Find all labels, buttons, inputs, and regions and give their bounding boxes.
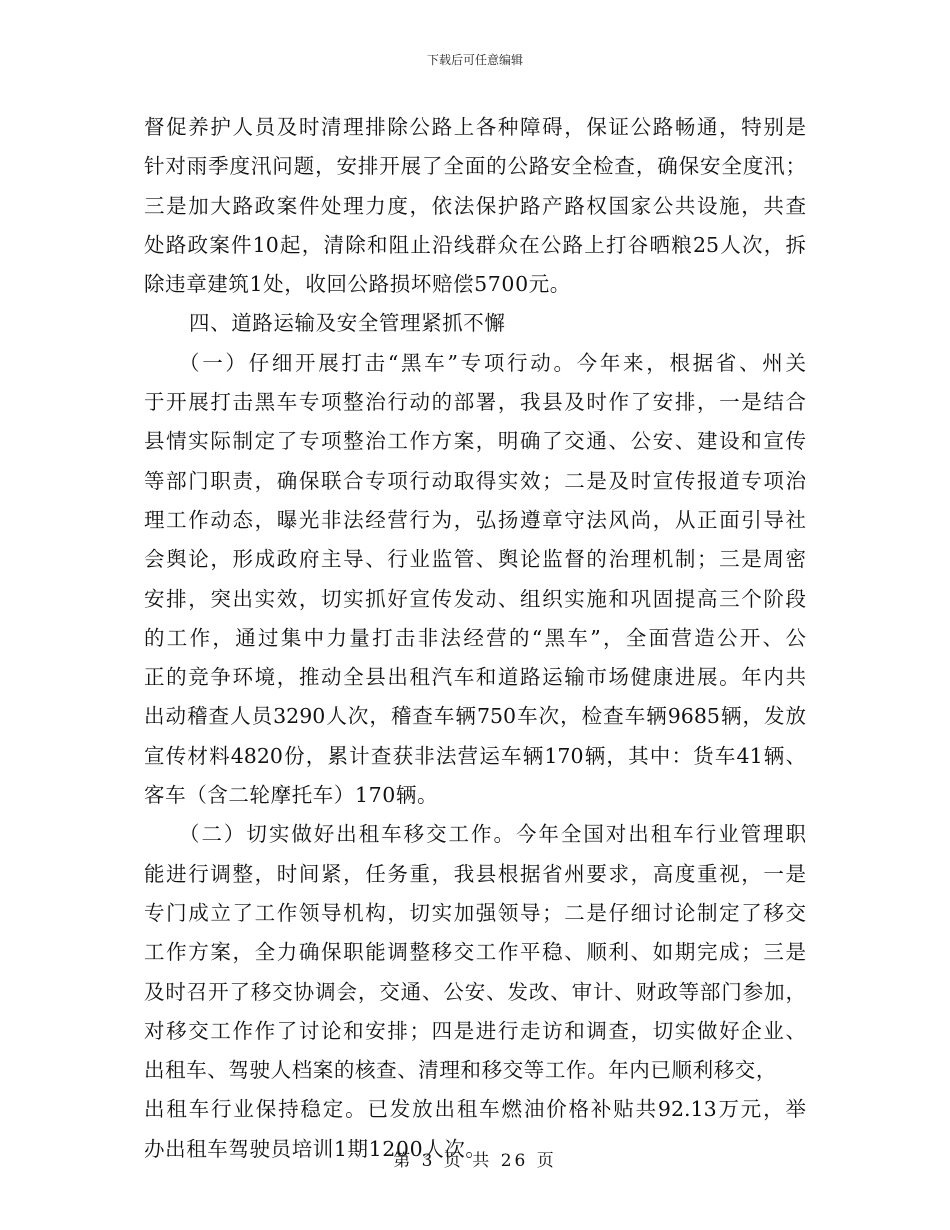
text-line: 等部门职责，确保联合专项行动取得实效；二是及时宣传报道专项治 (144, 468, 806, 493)
text-line: 三是加大路政案件处理力度，依法保护路产路权国家公共设施，共查 (144, 193, 806, 218)
page-header-note: 下载后可任意编辑 (426, 53, 523, 67)
text-line: 宣传材料4820份，累计查获非法营运车辆170辆，其中：货车41辆、 (144, 743, 806, 768)
text-line: 专门成立了工作领导机构，切实加强领导；二是仔细讨论制定了移交 (144, 900, 806, 925)
text-line: 的工作，通过集中力量打击非法经营的“黑车”，全面营造公开、公 (144, 625, 806, 650)
text-line: 对移交工作作了讨论和安排；四是进行走访和调查，切实做好企业、 (144, 1018, 806, 1043)
document-body (144, 108, 806, 1169)
text-line: 安排，突出实效，切实抓好宣传发动、组织实施和巩固提高三个阶段 (144, 586, 806, 611)
text-line: 能进行调整，时间紧，任务重，我县根据省州要求，高度重视，一是 (144, 861, 806, 886)
page-number-footer: 第 3 页 共 26 页 (393, 1151, 557, 1171)
text-line: 及时召开了移交协调会，交通、公安、发改、审计、财政等部门参加， (144, 979, 806, 1004)
text-line: 出动稽查人员3290人次，稽查车辆750车次，检查车辆9685辆，发放 (144, 704, 806, 729)
text-line: 除违章建筑1处，收回公路损坏赔偿5700元。 (144, 272, 571, 297)
text-line: 工作方案，全力确保职能调整移交工作平稳、顺利、如期完成；三是 (144, 940, 806, 965)
text-line: 四、道路运输及安全管理紧抓不懈 (189, 311, 506, 336)
text-line: 办出租车驾驶员培训1期1200人次。 (144, 1136, 487, 1161)
text-line: 出租车、驾驶人档案的核查、清理和移交等工作。年内已顺利移交， (144, 1058, 777, 1083)
text-line: 督促养护人员及时清理排除公路上各种障碍，保证公路畅通，特别是 (144, 115, 806, 139)
text-line: （一）仔细开展打击“黑车”专项行动。今年来，根据省、州关 (179, 350, 806, 375)
text-line: 理工作动态，曝光非法经营行为，弘扬遵章守法风尚，从正面引导社 (144, 507, 806, 532)
text-line: 客车（含二轮摩托车）170辆。 (144, 783, 439, 808)
text-line: 处路政案件10起，清除和阻止沿线群众在公路上打谷晒粮25人次，拆 (144, 232, 806, 257)
text-line: 于开展打击黑车专项整治行动的部署，我县及时作了安排，一是结合 (144, 390, 806, 415)
text-line: 正的竞争环境，推动全县出租汽车和道路运输市场健康进展。年内共 (144, 665, 806, 690)
text-line: 县情实际制定了专项整治工作方案，明确了交通、公安、建设和宣传 (144, 429, 806, 454)
text-line: 会舆论，形成政府主导、行业监管、舆论监督的治理机制；三是周密 (144, 547, 806, 572)
text-line: （二）切实做好出租车移交工作。今年全国对出租车行业管理职 (179, 822, 806, 847)
text-line: 出租车行业保持稳定。已发放出租车燃油价格补贴共92.13万元，举 (144, 1097, 806, 1122)
text-line: 针对雨季度汛问题，安排开展了全面的公路安全检查，确保安全度汛； (144, 154, 806, 179)
